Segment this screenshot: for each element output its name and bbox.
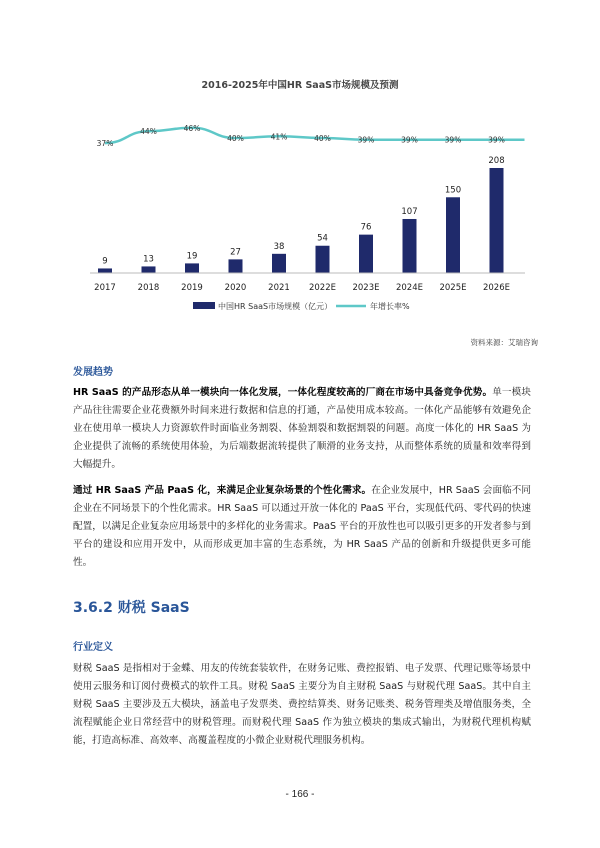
- growth-rate-label: 40%: [227, 134, 244, 143]
- growth-rate-label: 39%: [357, 135, 375, 145]
- x-tick-label: 2018: [137, 283, 160, 293]
- section-title: 3.6.2 财税 SaaS: [73, 600, 190, 616]
- bar: [98, 268, 112, 273]
- trend-heading: 发展趋势: [73, 367, 113, 378]
- growth-rate-label: 46%: [183, 123, 201, 133]
- growth-rate-label: 41%: [270, 132, 288, 142]
- bar: [229, 259, 243, 273]
- bar-value-label: 38: [273, 241, 285, 252]
- growth-rate-label: 37%: [96, 139, 114, 149]
- bar: [446, 197, 460, 273]
- x-tick-label: 2026E: [482, 283, 511, 293]
- bar: [403, 219, 417, 273]
- bar: [490, 168, 504, 273]
- definition-paragraph: 财税 SaaS 是指相对于金蝶、用友的传统套装软件，在财务记账、费控报销、电子发票、代理记账等场景中使用云服务和订阅付费模式的软件工具。财税 SaaS 主要分为自主财税 SaaS 与财税代理 SaaS。其中自主财税 SaaS 主要涉及五大模块，涵盖电子发票类、费控结算类、财务记账类、税务管理类及增值服务类，全流程赋能企业日常经营中的财税管理。而财税代理 SaaS 作为独立模块的集成式输出，为财税代理机构赋能，打造高标准、高效率、高覆盖程度的小微企业财税代理服务机构。: [73, 663, 531, 746]
- bar: [185, 263, 199, 273]
- source-note: 资料来源：艾瑞咨询: [470, 338, 538, 347]
- growth-rate-label: 39%: [488, 135, 505, 145]
- legend-bar-label: 中国HR SaaS市场规模（亿元）: [218, 302, 333, 311]
- growth-rate-label: 39%: [401, 135, 418, 145]
- trend-paragraph-1: [73, 384, 531, 474]
- bar: [272, 254, 286, 273]
- x-tick-label: 2023E: [352, 283, 380, 293]
- page-number: - 166 -: [285, 789, 315, 800]
- trend-paragraph-1-body: 单一模块产品往往需要企业花费额外时间来进行数据和信息的打通，产品使用成本较高。一体化产品能够有效避免企业在使用单一模块人力资源软件时面临业务割裂、体验割裂和数据割裂的问题。高度一体化的 HR SaaS 为企业提供了流畅的系统使用体验，为后端数据流转提供了顺滑的业务支持，从而整体系统的质量和效率得到大幅提升。: [73, 387, 531, 470]
- bar-value-label: 19: [186, 251, 198, 262]
- bar-value-label: 9: [102, 256, 108, 267]
- bar-value-label: 107: [401, 206, 418, 217]
- bar: [142, 266, 156, 273]
- chart-title: 2016-2025年中国HR SaaS市场规模及预测: [201, 80, 399, 91]
- bar-value-label: 27: [230, 247, 241, 258]
- trend-paragraph-1-lead: HR SaaS 的产品形态从单一模块向一体化发展，一体化程度较高的厂商在市场中具备竞争优势。: [73, 387, 493, 398]
- x-tick-label: 2022E: [308, 283, 337, 293]
- x-tick-label: 2025E: [439, 283, 467, 293]
- market-size-chart: [0, 0, 600, 330]
- x-tick-label: 2024E: [395, 283, 424, 293]
- bar-value-label: 54: [317, 233, 328, 244]
- trend-paragraph-2-lead: 通过 HR SaaS 产品 PaaS 化，来满足企业复杂场景的个性化需求。: [73, 485, 372, 496]
- legend-bar-swatch: [193, 302, 215, 309]
- x-tick-label: 2021: [268, 283, 290, 293]
- growth-rate-label: 40%: [314, 134, 331, 143]
- x-tick-label: 2017: [94, 283, 116, 293]
- chart-legend: [193, 301, 410, 311]
- bar: [316, 246, 330, 273]
- legend-line-label: 年增长率%: [370, 302, 410, 311]
- bar: [359, 235, 373, 273]
- x-tick-label: 2019: [181, 283, 203, 293]
- bar-value-label: 208: [488, 156, 505, 166]
- trend-paragraph-2: [73, 482, 531, 572]
- bar-value-label: 76: [360, 222, 372, 233]
- bar-value-label: 150: [444, 185, 462, 196]
- bar-value-label: 13: [143, 254, 154, 265]
- trend-paragraph-2-body: 在企业发展中，HR SaaS 会面临不同企业在不同场景下的个性化需求。HR SaaS 可以通过开放一体化的 PaaS 平台，实现低代码、零代码的快速配置，以满足企业复杂应用场景中的多样化的业务需求。PaaS 平台的开放性也可以吸引更多的开发者参与到平台的建设和应用开发中，从而形成更加丰富的生态系统，为 HR SaaS 产品的创新和升级提供更多可能性。: [73, 485, 532, 568]
- x-tick-label: 2020: [224, 283, 247, 293]
- growth-rate-label: 39%: [444, 135, 462, 145]
- growth-rate-label: 44%: [140, 127, 157, 137]
- definition-heading: 行业定义: [73, 642, 113, 653]
